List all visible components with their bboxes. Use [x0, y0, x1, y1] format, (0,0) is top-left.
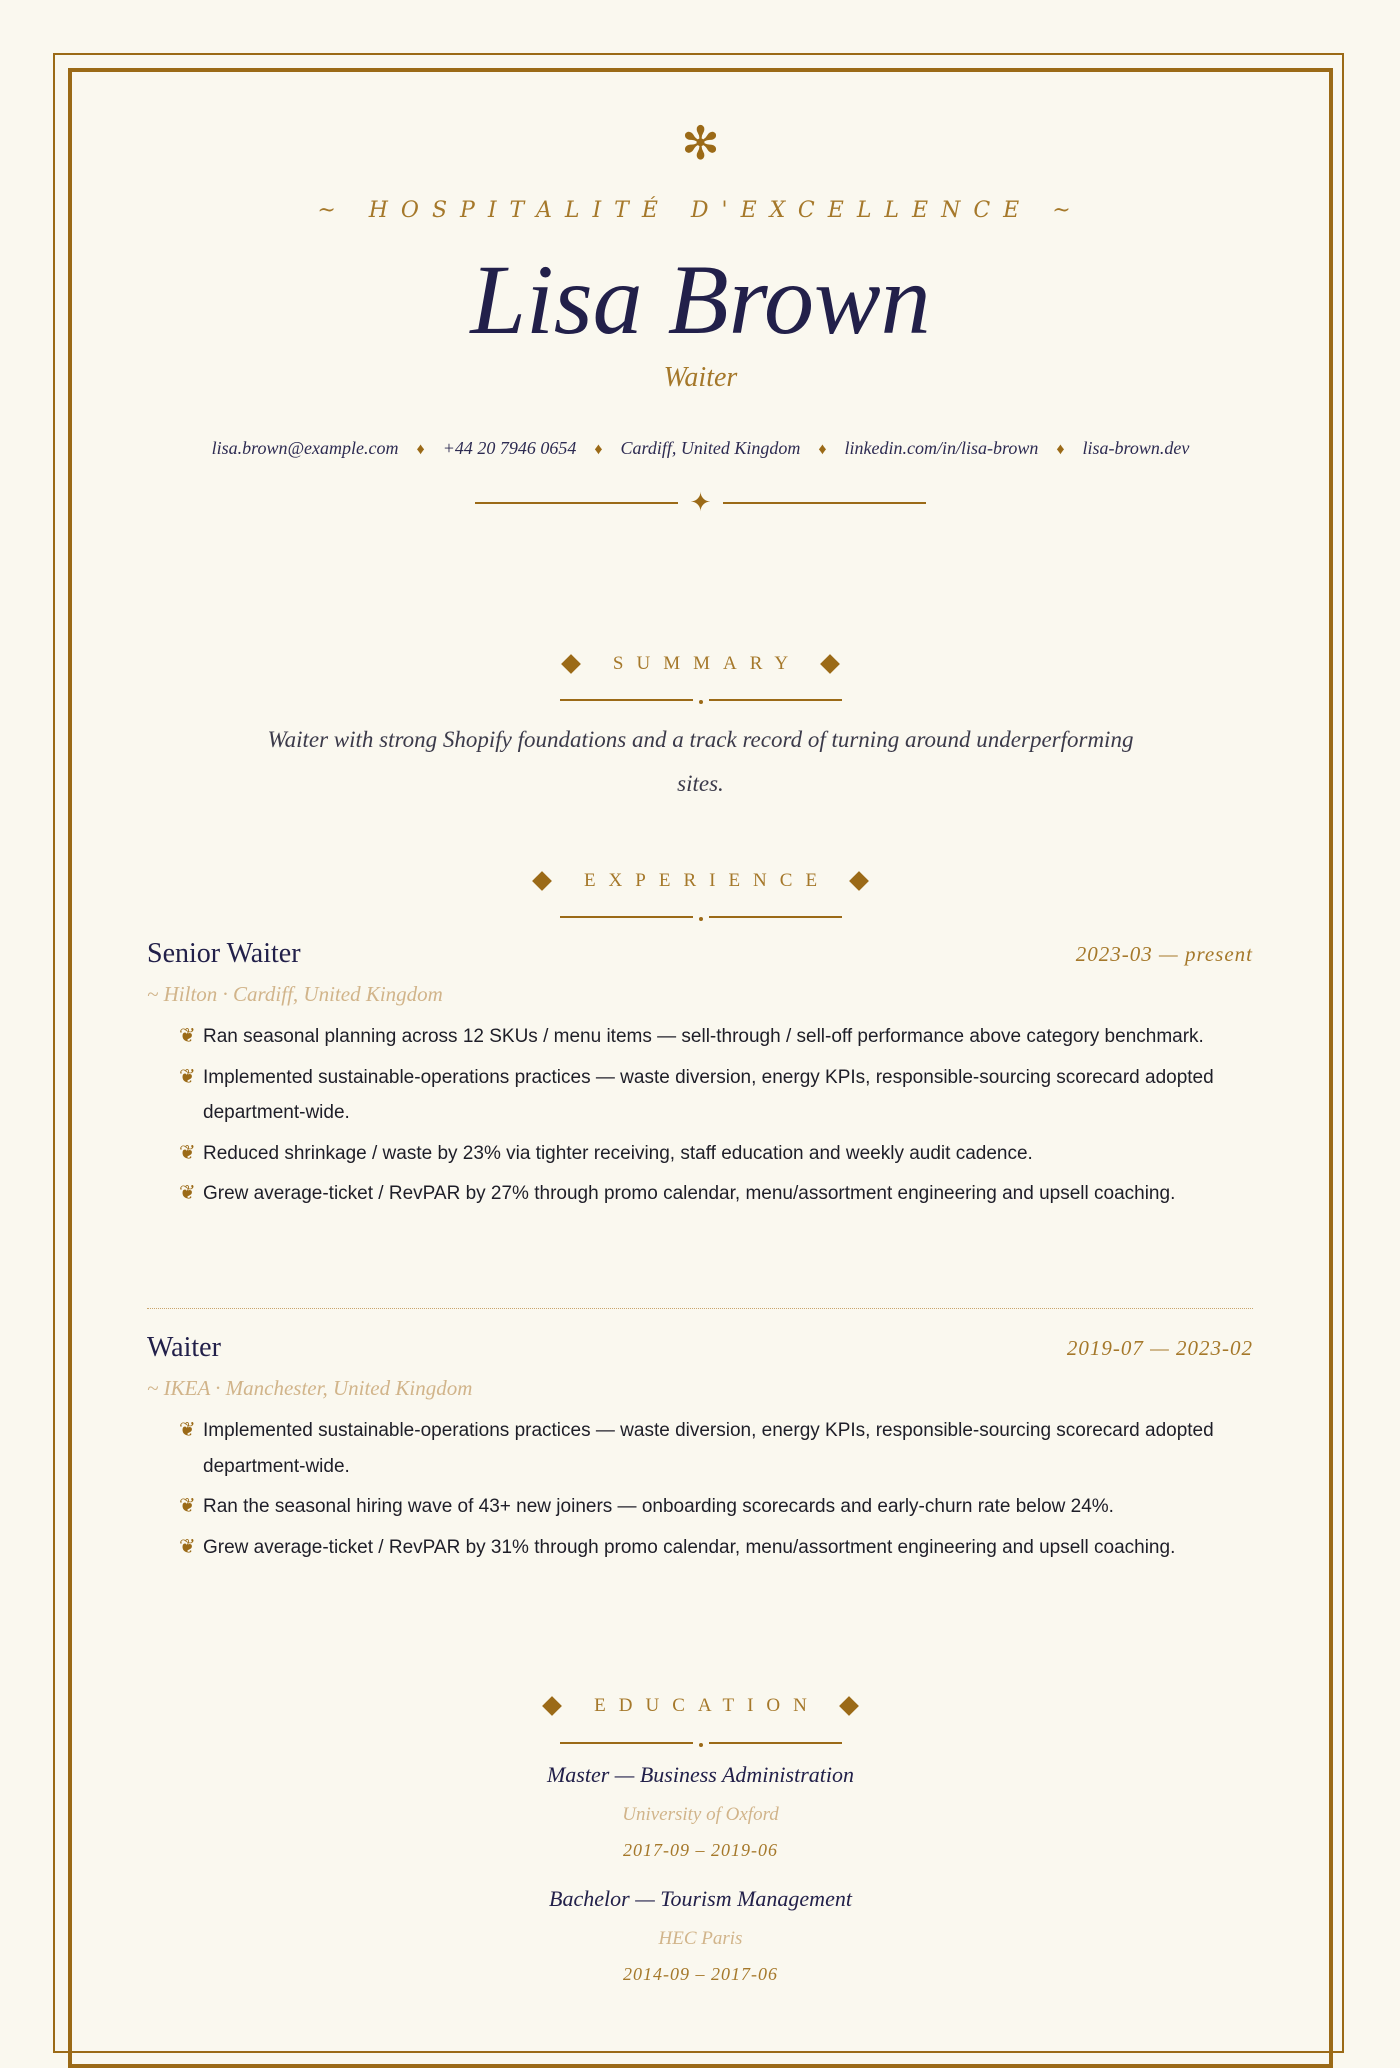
diamond-separator-icon: ♦ [594, 441, 603, 458]
heart-bullet-icon: ❦ [179, 1065, 196, 1088]
contact-line [68, 438, 1333, 459]
diamond-separator-icon: ♦ [416, 441, 425, 458]
candidate-role: Waiter [663, 362, 738, 393]
list-item: ❦ Reduced shrinkage / waste by 23% via tighter receiving, staff education and weekly audit cadence. [179, 1136, 1249, 1172]
job-title: Waiter [147, 1332, 221, 1363]
contact-linkedin[interactable]: linkedin.com/in/lisa-brown [844, 438, 1039, 458]
education-dates: 2014-09 – 2017-06 [623, 1964, 778, 1984]
candidate-name: Lisa Brown [470, 244, 931, 355]
contact-location: Cardiff, United Kingdom [620, 438, 801, 458]
diamond-icon [839, 1696, 859, 1716]
summary-text: Waiter with strong Shopify foundations and a track record of turning around underperforming sites. [267, 727, 1134, 796]
heart-bullet-icon: ❦ [179, 1495, 196, 1517]
job-title: Senior Waiter [147, 938, 301, 969]
summary-heading: SUMMARY [68, 653, 1333, 675]
diamond-separator-icon: ♦ [1056, 441, 1065, 458]
diamond-icon [820, 654, 840, 674]
tagline: ~ HOSPITALITÉ D'EXCELLENCE ~ [317, 198, 1084, 223]
flower-ornament-icon: ✻ [681, 116, 720, 170]
list-item: ❦ Implemented sustainable-operations practices — waste diversion, energy KPIs, responsible-sourcing scorecard adopted department-wide. [179, 1413, 1249, 1484]
heart-bullet-icon: ❦ [179, 1535, 196, 1558]
list-item: ❦ Ran seasonal planning across 12 SKUs / menu items — sell-through / sell-off performance above category benchmark. [179, 1019, 1249, 1055]
diamond-icon [532, 871, 552, 891]
job-organization: ~ IKEA · Manchester, United Kingdom [147, 1376, 473, 1400]
diamond-icon [542, 1696, 562, 1716]
contact-website[interactable]: lisa-brown.dev [1082, 438, 1190, 458]
job-dates: 2023-03 — present [1075, 942, 1253, 966]
education-degree: Master — Business Administration [546, 1762, 854, 1787]
education-school: HEC Paris [658, 1928, 743, 1949]
heart-bullet-icon: ❦ [179, 1419, 196, 1441]
heart-bullet-icon: ❦ [179, 1025, 196, 1047]
contact-email[interactable]: lisa.brown@example.com [211, 438, 399, 458]
section-rule [68, 906, 1333, 916]
list-item: ❦ Ran the seasonal hiring wave of 43+ new joiners — onboarding scorecards and early-churn rate below 24%. [179, 1489, 1249, 1525]
education-degree: Bachelor — Tourism Management [549, 1886, 852, 1911]
heart-bullet-icon: ❦ [179, 1141, 196, 1164]
education-heading: EDUCATION [68, 1695, 1333, 1717]
heart-bullet-icon: ❦ [179, 1182, 196, 1204]
header-divider [68, 488, 1333, 518]
diamond-icon [561, 654, 581, 674]
contact-phone[interactable]: +44 20 7946 0654 [442, 438, 577, 458]
job-separator [147, 1308, 1253, 1309]
diamond-separator-icon: ♦ [818, 441, 827, 458]
list-item: ❦ Grew average-ticket / RevPAR by 31% through promo calendar, menu/assortment engineering and upsell coaching. [179, 1530, 1249, 1566]
education-school: University of Oxford [622, 1804, 779, 1825]
education-dates: 2017-09 – 2019-06 [623, 1840, 778, 1860]
experience-heading: EXPERIENCE [68, 870, 1333, 892]
job-bullets [179, 1413, 1249, 1570]
job-organization: ~ Hilton · Cardiff, United Kingdom [147, 982, 443, 1006]
section-rule [68, 1732, 1333, 1742]
list-item: ❦ Implemented sustainable-operations practices — waste diversion, energy KPIs, responsible-sourcing scorecard adopted department-wide. [179, 1060, 1249, 1131]
section-rule [68, 689, 1333, 699]
job-dates: 2019-07 — 2023-02 [1066, 1336, 1253, 1360]
diamond-icon [849, 871, 869, 891]
list-item: ❦ Grew average-ticket / RevPAR by 27% through promo calendar, menu/assortment engineering and upsell coaching. [179, 1176, 1249, 1212]
sparkle-icon: ✦ [689, 488, 712, 518]
job-bullets [179, 1019, 1249, 1217]
